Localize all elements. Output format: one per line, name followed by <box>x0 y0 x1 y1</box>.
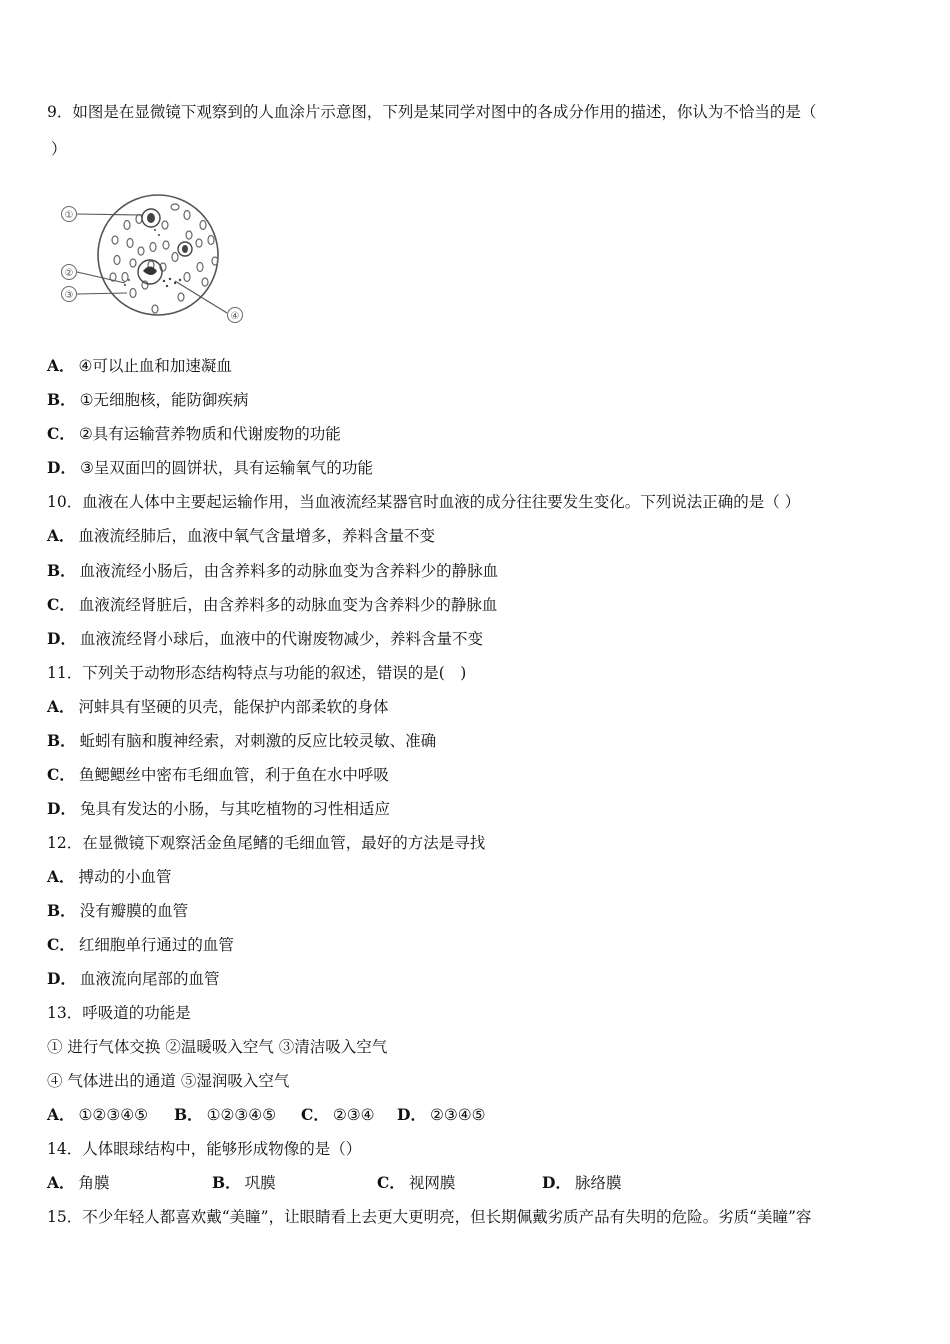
q10-option-a: A． 血液流经肺后，血液中氧气含量增多，养料含量不变 <box>47 526 436 545</box>
q13-items-line2: ④ 气体进出的通道 ⑤湿润吸入空气 <box>47 1072 290 1090</box>
q10-stem: 10．血液在人体中主要起运输作用，当血液流经某器官时血液的成分往往要发生变化。下列说法正确的是（ ） <box>47 493 801 511</box>
q11-option-b: B． 蚯蚓有脑和腹神经索，对刺激的反应比较灵敏、准确 <box>47 731 437 750</box>
q12-option-b: B． 没有瓣膜的血管 <box>47 901 189 920</box>
figure-label-2: ② <box>64 268 74 279</box>
q9-option-d: D． ③呈双面凹的圆饼状，具有运输氧气的功能 <box>47 458 373 477</box>
q12-option-d: D． 血液流向尾部的血管 <box>47 969 220 988</box>
q9-option-a: A． ④可以止血和加速凝血 <box>47 356 232 375</box>
q11-option-a: A． 河蚌具有坚硬的贝壳，能保护内部柔软的身体 <box>47 697 389 716</box>
q13-option-b: B． ①②③④⑤ <box>174 1105 277 1124</box>
figure-label-3: ③ <box>64 290 74 301</box>
figure-label-1: ① <box>64 210 74 221</box>
figure-label-4: ④ <box>230 311 240 322</box>
q13-items-line1: ① 进行气体交换 ②温暖吸入空气 ③清洁吸入空气 <box>47 1038 388 1056</box>
q10-option-c: C． 血液流经肾脏后，由含养料多的动脉血变为含养料少的静脉血 <box>47 595 498 614</box>
q9-option-b: B． ①无细胞核，能防御疾病 <box>47 390 249 409</box>
blood-smear-diagram <box>55 185 255 330</box>
q10-option-d: D． 血液流经肾小球后，血液中的代谢废物减少，养料含量不变 <box>47 629 483 648</box>
q15-stem: 15．不少年轻人都喜欢戴“美瞳”，让眼睛看上去更大更明亮，但长期佩戴劣质产品有失明的危险。劣质“美瞳”容 <box>47 1208 812 1226</box>
q12-stem: 12．在显微镜下观察活金鱼尾鳍的毛细血管，最好的方法是寻找 <box>47 834 486 852</box>
q9-stem-line1: 9．如图是在显微镜下观察到的人血涂片示意图，下列是某同学对图中的各成分作用的描述，你认为不恰当的是（ <box>47 103 817 121</box>
white-blood-cells <box>138 209 192 284</box>
q14-options-row <box>47 1173 621 1193</box>
q10-option-b: B． 血液流经小肠后，由含养料多的动脉血变为含养料少的静脉血 <box>47 561 499 580</box>
q11-stem: 11．下列关于动物形态结构特点与功能的叙述，错误的是( ) <box>47 664 467 682</box>
q9-option-c: C． ②具有运输营养物质和代谢废物的功能 <box>47 424 341 443</box>
q13-stem: 13．呼吸道的功能是 <box>47 1004 191 1022</box>
q13-option-c: C． ②③④ <box>301 1105 375 1124</box>
q14-stem: 14．人体眼球结构中，能够形成物像的是（） <box>47 1140 362 1158</box>
q13-option-a: A． ①②③④⑤ <box>47 1105 149 1124</box>
q14-option-d: D． 脉络膜 <box>542 1173 622 1192</box>
q14-option-c: C． 视网膜 <box>377 1173 456 1192</box>
q14-option-b: B． 巩膜 <box>212 1173 276 1192</box>
q12-option-c: C． 红细胞单行通过的血管 <box>47 935 234 954</box>
q12-option-a: A． 搏动的小血管 <box>47 867 172 886</box>
q11-option-d: D． 兔具有发达的小肠，与其吃植物的习性相适应 <box>47 799 390 818</box>
q11-option-c: C． 鱼鳃鳃丝中密布毛细血管，利于鱼在水中呼吸 <box>47 765 389 784</box>
q9-stem-line2: ） <box>51 140 67 158</box>
q13-options-row <box>47 1105 486 1125</box>
q14-option-a: A． 角膜 <box>47 1173 110 1192</box>
q13-option-d: D． ②③④⑤ <box>397 1105 486 1124</box>
